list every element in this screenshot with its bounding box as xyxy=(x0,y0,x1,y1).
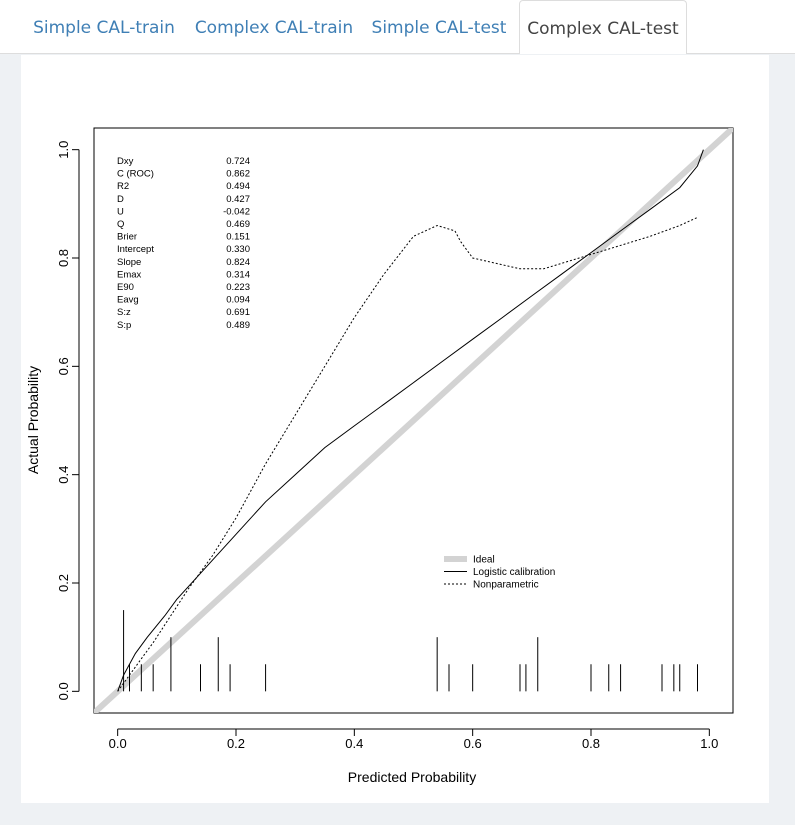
stat-value: 0.489 xyxy=(226,319,250,331)
x-tick-label: 0.2 xyxy=(226,736,246,751)
x-tick-label: 0.6 xyxy=(463,736,482,751)
stat-label: R2 xyxy=(117,181,130,193)
stat-value: 0.330 xyxy=(226,244,250,256)
legend-label: Ideal xyxy=(473,554,495,566)
stat-value: 0.724 xyxy=(226,156,250,167)
stat-label: Dxy xyxy=(117,156,134,167)
y-tick-label: 0.6 xyxy=(56,357,71,376)
stat-label: D xyxy=(117,193,124,205)
x-tick-label: 0.0 xyxy=(108,736,127,751)
tab-simple-cal-test[interactable]: Simple CAL-test xyxy=(371,18,507,38)
x-tick-label: 1.0 xyxy=(700,736,719,751)
stat-label: Intercept xyxy=(117,244,154,256)
stat-value: 0.223 xyxy=(226,282,250,293)
y-tick-label: 0.2 xyxy=(56,573,71,593)
tab-complex-cal-test[interactable]: Complex CAL-test xyxy=(519,0,687,55)
stat-label: U xyxy=(117,206,124,218)
stat-value: 0.824 xyxy=(226,256,250,268)
stat-value: 0.691 xyxy=(226,307,250,319)
x-axis-label: Predicted Probability xyxy=(347,769,477,785)
x-tick-label: 0.8 xyxy=(581,736,601,751)
legend-label: Logistic calibration xyxy=(473,567,556,578)
stat-value: 0.862 xyxy=(226,168,250,180)
x-tick-label: 0.4 xyxy=(345,736,364,751)
stat-value: 0.094 xyxy=(226,294,250,306)
stat-value: 0.314 xyxy=(226,269,250,281)
y-axis-label: Actual Probability xyxy=(25,365,41,475)
stat-value: 0.151 xyxy=(226,231,250,243)
y-tick-label: 0.0 xyxy=(56,682,71,701)
y-tick-label: 0.8 xyxy=(56,248,71,268)
stat-label: Slope xyxy=(117,256,142,268)
stat-label: C (ROC) xyxy=(117,168,154,180)
legend-label: Nonparametric xyxy=(473,579,539,591)
stat-label: Eavg xyxy=(117,294,139,306)
stat-label: E90 xyxy=(117,282,134,293)
y-tick-label: 1.0 xyxy=(56,140,71,159)
stat-value: 0.427 xyxy=(226,193,250,205)
stat-value: 0.469 xyxy=(226,219,250,230)
tab-complex-cal-train[interactable]: Complex CAL-train xyxy=(194,18,354,38)
stat-value: -0.042 xyxy=(223,206,250,218)
stat-label: S:p xyxy=(117,319,132,331)
tab-simple-cal-train[interactable]: Simple CAL-train xyxy=(33,18,175,38)
stat-value: 0.494 xyxy=(226,181,250,193)
stat-label: Q xyxy=(117,219,125,230)
stat-label: Emax xyxy=(117,269,142,281)
stat-label: Brier xyxy=(117,231,138,243)
stat-label: S:z xyxy=(117,307,131,319)
y-tick-label: 0.4 xyxy=(56,465,71,484)
